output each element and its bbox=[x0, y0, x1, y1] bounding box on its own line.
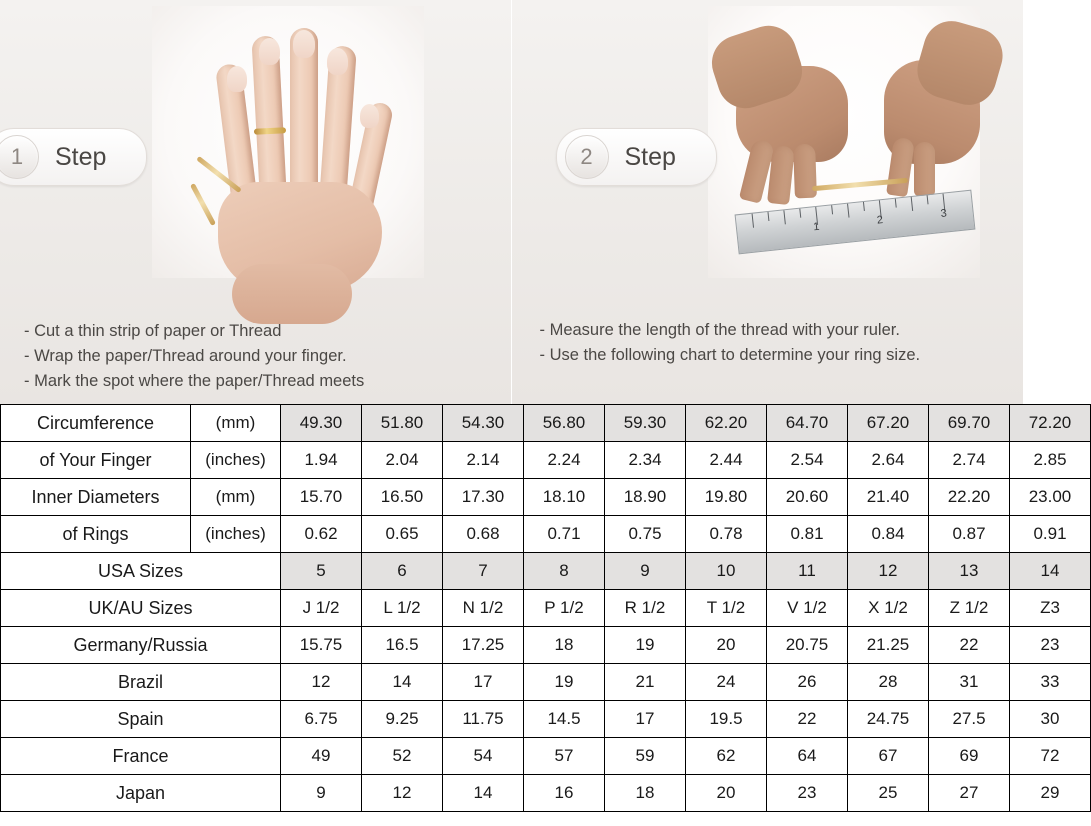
row-unit-mm: (mm) bbox=[191, 479, 281, 516]
cell: 64.70 bbox=[767, 405, 848, 442]
step-1-photo bbox=[152, 6, 424, 278]
cell: 16.5 bbox=[362, 627, 443, 664]
step-1-bullet-2: - Wrap the paper/Thread around your finger. bbox=[24, 347, 347, 365]
cell: 21 bbox=[605, 664, 686, 701]
cell: 57 bbox=[524, 738, 605, 775]
step-1-bullet-3: - Mark the spot where the paper/Thread meets bbox=[24, 372, 365, 390]
cell: 2.54 bbox=[767, 442, 848, 479]
cell: 22.20 bbox=[929, 479, 1010, 516]
cell: 20.75 bbox=[767, 627, 848, 664]
ruler-number-1: 1 bbox=[812, 220, 820, 234]
cell: 1.94 bbox=[281, 442, 362, 479]
step-1-badge bbox=[0, 128, 147, 186]
cell: 0.78 bbox=[686, 516, 767, 553]
cell: 11.75 bbox=[443, 701, 524, 738]
row-label-spain: Spain bbox=[1, 701, 281, 738]
hand-with-thread-illustration bbox=[152, 6, 424, 278]
cell: 14 bbox=[362, 664, 443, 701]
step-1-label: Step bbox=[55, 142, 107, 171]
cell: Z 1/2 bbox=[929, 590, 1010, 627]
cell: 29 bbox=[1010, 775, 1091, 812]
cell: 62.20 bbox=[686, 405, 767, 442]
table-row bbox=[1, 553, 1091, 590]
cell: 51.80 bbox=[362, 405, 443, 442]
cell: 7 bbox=[443, 553, 524, 590]
cell: 28 bbox=[848, 664, 929, 701]
row-label-germany-russia: Germany/Russia bbox=[1, 627, 281, 664]
cell: 2.85 bbox=[1010, 442, 1091, 479]
cell: 62 bbox=[686, 738, 767, 775]
step-2-instructions bbox=[540, 318, 921, 368]
cell: 0.62 bbox=[281, 516, 362, 553]
cell: 0.81 bbox=[767, 516, 848, 553]
cell: 20 bbox=[686, 627, 767, 664]
cell: V 1/2 bbox=[767, 590, 848, 627]
cell: 9 bbox=[281, 775, 362, 812]
cell: 69.70 bbox=[929, 405, 1010, 442]
step-2-bullet-2: - Use the following chart to determine your ring size. bbox=[539, 346, 921, 364]
cell: 18 bbox=[524, 627, 605, 664]
cell: 27 bbox=[929, 775, 1010, 812]
cell: 54 bbox=[443, 738, 524, 775]
cell: 0.84 bbox=[848, 516, 929, 553]
row-unit-inches: (inches) bbox=[191, 516, 281, 553]
cell: 59.30 bbox=[605, 405, 686, 442]
cell: 17.25 bbox=[443, 627, 524, 664]
cell: 31 bbox=[929, 664, 1010, 701]
cell: N 1/2 bbox=[443, 590, 524, 627]
cell: 12 bbox=[848, 553, 929, 590]
cell: 2.34 bbox=[605, 442, 686, 479]
row-unit-mm: (mm) bbox=[191, 405, 281, 442]
cell: 24.75 bbox=[848, 701, 929, 738]
cell: 18 bbox=[605, 775, 686, 812]
step-2-bullet-1: - Measure the length of the thread with your ruler. bbox=[539, 321, 900, 339]
table-row bbox=[1, 590, 1091, 627]
cell: 8 bbox=[524, 553, 605, 590]
step-1-number: 1 bbox=[0, 135, 39, 179]
cell: 64 bbox=[767, 738, 848, 775]
cell: 18.90 bbox=[605, 479, 686, 516]
cell: Z3 bbox=[1010, 590, 1091, 627]
cell: 2.04 bbox=[362, 442, 443, 479]
row-label-uk-au-sizes: UK/AU Sizes bbox=[1, 590, 281, 627]
row-label-france: France bbox=[1, 738, 281, 775]
cell: 25 bbox=[848, 775, 929, 812]
cell: 19 bbox=[605, 627, 686, 664]
step-2-badge bbox=[556, 128, 717, 186]
row-label-diameter-2: of Rings bbox=[1, 516, 191, 553]
table-row bbox=[1, 701, 1091, 738]
table-row bbox=[1, 405, 1091, 442]
table-row bbox=[1, 627, 1091, 664]
cell: 49 bbox=[281, 738, 362, 775]
cell: 23 bbox=[1010, 627, 1091, 664]
step-2-panel bbox=[511, 0, 1024, 404]
cell: 24 bbox=[686, 664, 767, 701]
ruler-number-3: 3 bbox=[939, 207, 947, 220]
cell: 22 bbox=[929, 627, 1010, 664]
table-row bbox=[1, 479, 1091, 516]
cell: 16.50 bbox=[362, 479, 443, 516]
cell: 0.68 bbox=[443, 516, 524, 553]
cell: 9.25 bbox=[362, 701, 443, 738]
cell: T 1/2 bbox=[686, 590, 767, 627]
cell: 67.20 bbox=[848, 405, 929, 442]
cell: 20.60 bbox=[767, 479, 848, 516]
cell: 56.80 bbox=[524, 405, 605, 442]
table-row bbox=[1, 775, 1091, 812]
hand-measuring-thread-illustration bbox=[708, 6, 980, 278]
cell: 19.80 bbox=[686, 479, 767, 516]
cell: 14.5 bbox=[524, 701, 605, 738]
cell: 27.5 bbox=[929, 701, 1010, 738]
cell: 17 bbox=[605, 701, 686, 738]
cell: P 1/2 bbox=[524, 590, 605, 627]
cell: 16 bbox=[524, 775, 605, 812]
row-label-brazil: Brazil bbox=[1, 664, 281, 701]
cell: 17.30 bbox=[443, 479, 524, 516]
cell: 49.30 bbox=[281, 405, 362, 442]
cell: 2.14 bbox=[443, 442, 524, 479]
table-row bbox=[1, 516, 1091, 553]
cell: 2.44 bbox=[686, 442, 767, 479]
cell: 67 bbox=[848, 738, 929, 775]
step-1-bullet-1: - Cut a thin strip of paper or Thread bbox=[24, 322, 282, 340]
cell: 15.70 bbox=[281, 479, 362, 516]
cell: 9 bbox=[605, 553, 686, 590]
cell: 22 bbox=[767, 701, 848, 738]
cell: 59 bbox=[605, 738, 686, 775]
cell: R 1/2 bbox=[605, 590, 686, 627]
row-label-japan: Japan bbox=[1, 775, 281, 812]
table-row bbox=[1, 738, 1091, 775]
cell: 2.64 bbox=[848, 442, 929, 479]
row-label-circumference-2: of Your Finger bbox=[1, 442, 191, 479]
cell: 12 bbox=[362, 775, 443, 812]
table-row bbox=[1, 442, 1091, 479]
cell: 10 bbox=[686, 553, 767, 590]
row-unit-inches: (inches) bbox=[191, 442, 281, 479]
row-label-usa-sizes: USA Sizes bbox=[1, 553, 281, 590]
cell: 14 bbox=[1010, 553, 1091, 590]
cell: 13 bbox=[929, 553, 1010, 590]
cell: 0.71 bbox=[524, 516, 605, 553]
cell: 72.20 bbox=[1010, 405, 1091, 442]
cell: 52 bbox=[362, 738, 443, 775]
step-2-label: Step bbox=[624, 142, 676, 171]
cell: 21.25 bbox=[848, 627, 929, 664]
cell: 69 bbox=[929, 738, 1010, 775]
cell: J 1/2 bbox=[281, 590, 362, 627]
step-1-instructions bbox=[24, 319, 364, 394]
cell: 33 bbox=[1010, 664, 1091, 701]
cell: 19.5 bbox=[686, 701, 767, 738]
cell: 12 bbox=[281, 664, 362, 701]
cell: 54.30 bbox=[443, 405, 524, 442]
cell: 23 bbox=[767, 775, 848, 812]
cell: 17 bbox=[443, 664, 524, 701]
ring-size-table bbox=[0, 404, 1091, 812]
cell: 0.75 bbox=[605, 516, 686, 553]
table-row bbox=[1, 664, 1091, 701]
step-1-panel bbox=[0, 0, 511, 404]
cell: 15.75 bbox=[281, 627, 362, 664]
cell: 72 bbox=[1010, 738, 1091, 775]
step-2-number: 2 bbox=[565, 135, 609, 179]
cell: 18.10 bbox=[524, 479, 605, 516]
cell: 11 bbox=[767, 553, 848, 590]
cell: 0.91 bbox=[1010, 516, 1091, 553]
ruler-number-2: 2 bbox=[875, 214, 884, 227]
cell: 6 bbox=[362, 553, 443, 590]
cell: X 1/2 bbox=[848, 590, 929, 627]
cell: 20 bbox=[686, 775, 767, 812]
cell: 14 bbox=[443, 775, 524, 812]
step-2-photo bbox=[708, 6, 980, 278]
cell: 30 bbox=[1010, 701, 1091, 738]
cell: 21.40 bbox=[848, 479, 929, 516]
cell: 2.74 bbox=[929, 442, 1010, 479]
cell: 0.87 bbox=[929, 516, 1010, 553]
cell: 19 bbox=[524, 664, 605, 701]
steps-section bbox=[0, 0, 1023, 404]
cell: 0.65 bbox=[362, 516, 443, 553]
row-label-diameter-1: Inner Diameters bbox=[1, 479, 191, 516]
cell: 26 bbox=[767, 664, 848, 701]
cell: 2.24 bbox=[524, 442, 605, 479]
cell: 23.00 bbox=[1010, 479, 1091, 516]
cell: L 1/2 bbox=[362, 590, 443, 627]
row-label-circumference-1: Circumference bbox=[1, 405, 191, 442]
cell: 6.75 bbox=[281, 701, 362, 738]
cell: 5 bbox=[281, 553, 362, 590]
